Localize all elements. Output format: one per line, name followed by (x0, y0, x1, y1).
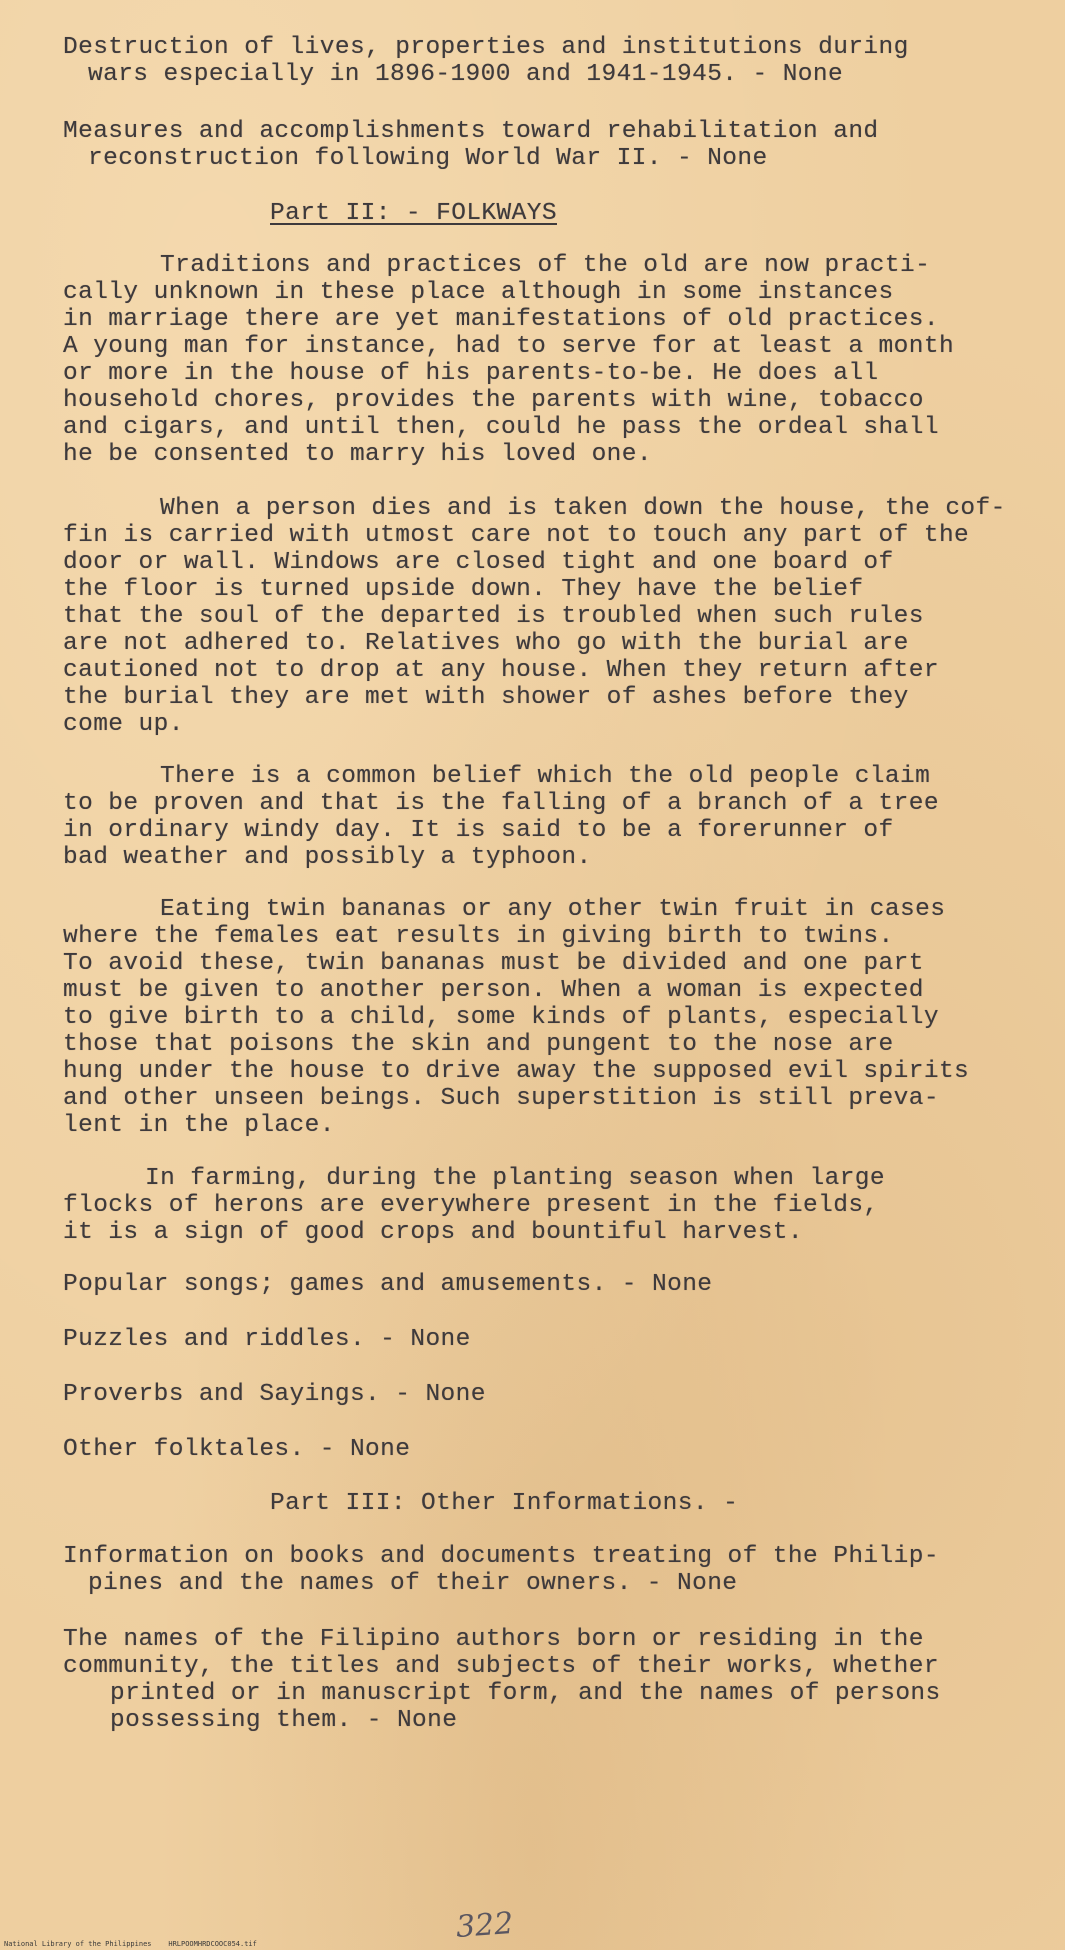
text-line: door or wall. Windows are closed tight and one board of (63, 549, 894, 576)
text-line: the burial they are met with shower of ashes before they (63, 684, 909, 711)
text-line: Measures and accomplishments toward rehabilitation and (63, 118, 879, 145)
text-line: printed or in manuscript form, and the names of persons (110, 1680, 941, 1707)
text-line: to be proven and that is the falling of a branch of a tree (63, 790, 939, 817)
text-line: wars especially in 1896-1900 and 1941-1945. - None (88, 61, 844, 88)
text-line: Other folktales. - None (63, 1436, 411, 1463)
text-line: Popular songs; games and amusements. - None (63, 1271, 713, 1298)
text-line: household chores, provides the parents with wine, tobacco (63, 387, 924, 414)
text-line: There is a common belief which the old people claim (160, 763, 931, 790)
text-line: in ordinary windy day. It is said to be a forerunner of (63, 817, 894, 844)
page-number: 322 (454, 1906, 515, 1945)
section-heading-part-iii: Part III: Other Informations. - (270, 1490, 739, 1517)
text-line: pines and the names of their owners. - None (88, 1570, 738, 1597)
text-line: are not adhered to. Relatives who go with the burial are (63, 630, 909, 657)
text-line: Proverbs and Sayings. - None (63, 1381, 486, 1408)
text-line: hung under the house to drive away the supposed evil spirits (63, 1058, 970, 1085)
text-line: Information on books and documents treating of the Philip- (63, 1543, 939, 1570)
text-line: come up. (63, 711, 184, 738)
text-line: those that poisons the skin and pungent to the nose are (63, 1031, 894, 1058)
text-line: bad weather and possibly a typhoon. (63, 844, 592, 871)
text-line: possessing them. - None (110, 1707, 458, 1734)
text-line: must be given to another person. When a woman is expected (63, 977, 924, 1004)
text-line: A young man for instance, had to serve for at least a month (63, 333, 955, 360)
text-line: where the females eat results in giving birth to twins. (63, 923, 894, 950)
text-line: Eating twin bananas or any other twin fruit in cases (160, 896, 946, 923)
text-line: Destruction of lives, properties and institutions during (63, 34, 909, 61)
text-line: fin is carried with utmost care not to touch any part of the (63, 522, 970, 549)
text-line: reconstruction following World War II. - None (88, 145, 768, 172)
text-line: In farming, during the planting season when large (145, 1165, 886, 1192)
text-line: and cigars, and until then, could he pass the ordeal shall (63, 414, 939, 441)
text-line: that the soul of the departed is troubled when such rules (63, 603, 924, 630)
text-line: cautioned not to drop at any house. When they return after (63, 657, 939, 684)
text-line: flocks of herons are everywhere present in the fields, (63, 1192, 879, 1219)
text-line: or more in the house of his parents-to-be. He does all (63, 360, 879, 387)
text-line: the floor is turned upside down. They have the belief (63, 576, 864, 603)
text-line: When a person dies and is taken down the house, the cof- (160, 495, 1006, 522)
text-line: The names of the Filipino authors born or residing in the (63, 1626, 924, 1653)
text-line: lent in the place. (63, 1112, 335, 1139)
archive-footer: National Library of the Philippines HRLPOOMHRDCOOC054.tif (4, 1940, 257, 1948)
text-line: to give birth to a child, some kinds of plants, especially (63, 1004, 939, 1031)
text-line: it is a sign of good crops and bountiful harvest. (63, 1219, 804, 1246)
text-line: Traditions and practices of the old are now practi- (160, 252, 931, 279)
text-line: in marriage there are yet manifestations of old practices. (63, 306, 939, 333)
section-heading-part-ii: Part II: - FOLKWAYS (270, 200, 557, 227)
text-line: Puzzles and riddles. - None (63, 1326, 471, 1353)
text-line: and other unseen beings. Such superstition is still preva- (63, 1085, 939, 1112)
text-line: To avoid these, twin bananas must be divided and one part (63, 950, 924, 977)
text-line: cally unknown in these place although in some instances (63, 279, 894, 306)
text-line: he be consented to marry his loved one. (63, 441, 652, 468)
text-line: community, the titles and subjects of their works, whether (63, 1653, 939, 1680)
